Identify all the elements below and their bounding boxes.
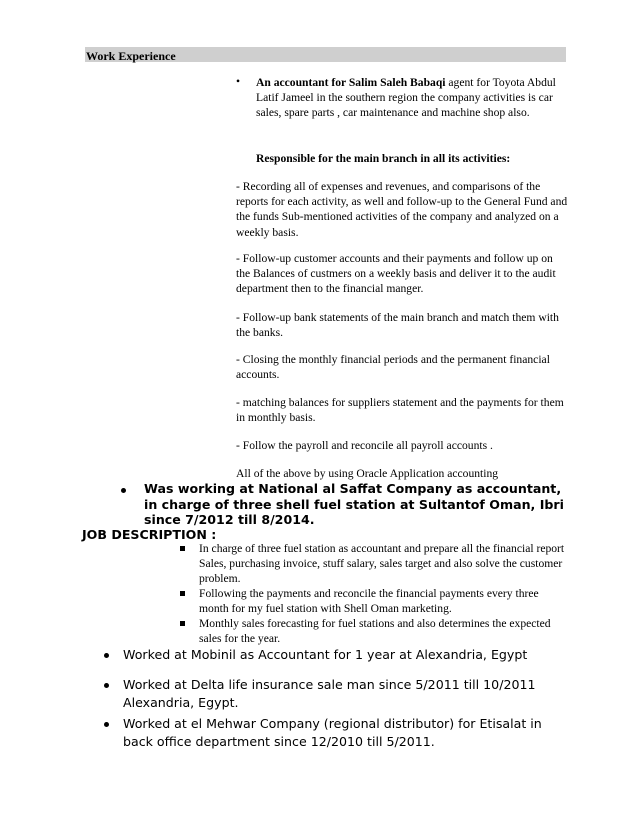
duty-item: - Follow-up bank statements of the main branch and match them with the banks. xyxy=(236,311,559,340)
bullet-icon xyxy=(104,653,109,658)
job-description-label: JOB DESCRIPTION : xyxy=(82,527,217,542)
responsible-heading-block xyxy=(256,151,566,166)
other-job-item: Worked at Delta life insurance sale man since 5/2011 till 10/2011 Alexandria, Egypt. xyxy=(123,677,536,710)
task-item: Monthly sales forecasting for fuel stations and also determines the expected sales for the year. xyxy=(199,617,551,646)
duty-item: - Recording all of expenses and revenues, and comparisons of the reports for each activity, as well and follow-up to the General Fund and the funds Sub-mentioned activities of the company and analyzed on a weekly basis. xyxy=(236,180,568,239)
duty-item: All of the above by using Oracle Application accounting xyxy=(236,467,499,480)
bullet-icon xyxy=(104,683,109,688)
employer-name: An accountant for Salim Saleh Babaqi xyxy=(256,76,446,89)
employer-description: agent for Toyota Abdul Latif Jameel in the southern region the company activities is car sales, spare parts , car maintenance and machine shop also. xyxy=(256,76,556,120)
second-job-text: Was working at National al Saffat Company as accountant, in charge of three shell fuel station at Sultantof Oman, Ibri since 7/2012 till 8/2014. xyxy=(144,481,564,527)
bullet-icon xyxy=(121,488,126,493)
square-bullet-icon xyxy=(180,546,185,551)
first-job-title xyxy=(256,75,566,121)
duty-item: - matching balances for suppliers statement and the payments for them in monthly basis. xyxy=(236,396,564,425)
square-bullet-icon xyxy=(180,621,185,626)
responsible-heading: Responsible for the main branch in all its activities: xyxy=(256,152,511,165)
task-item: Following the payments and reconcile the financial payments every three month for my fuel station with Shell Oman marketing. xyxy=(199,587,539,616)
section-header-bar xyxy=(85,47,566,62)
bullet-icon xyxy=(104,722,109,727)
duty-item: - Follow-up customer accounts and their payments and follow up on the Balances of custmers on a weekly basis and deliver it to the audit department then to the financial manger. xyxy=(236,252,556,296)
section-title: Work Experience xyxy=(86,49,176,63)
duty-item: - Follow the payroll and reconcile all payroll accounts . xyxy=(236,439,493,452)
bullet-icon: • xyxy=(236,75,241,88)
duty-item: - Closing the monthly financial periods and the permanent financial accounts. xyxy=(236,353,550,382)
other-job-item: Worked at Mobinil as Accountant for 1 year at Alexandria, Egypt xyxy=(123,647,528,662)
task-item: In charge of three fuel station as accountant and prepare all the financial report Sales, purchasing invoice, stuff salary, sales target and also solve the customer problem. xyxy=(199,542,565,586)
other-job-item: Worked at el Mehwar Company (regional distributor) for Etisalat in back office department since 12/2010 till 5/2011. xyxy=(123,716,542,749)
square-bullet-icon xyxy=(180,591,185,596)
